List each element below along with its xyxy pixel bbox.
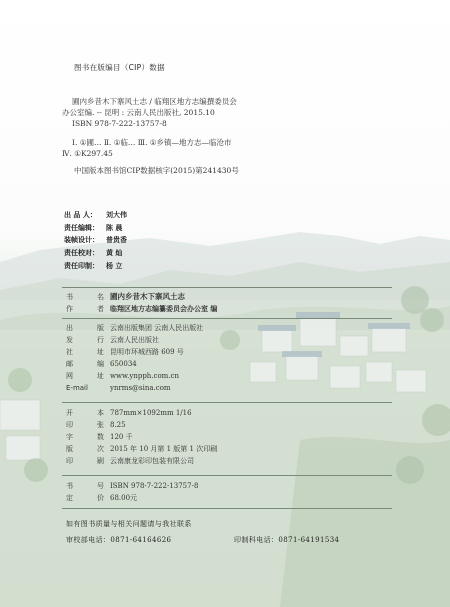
- isbn-price-block: [66, 480, 198, 504]
- quality-notice: 如有图书质量与相关问题请与我社联系: [66, 520, 192, 528]
- credit-label: 责任印制：: [64, 261, 99, 270]
- credit-label: 装帧设计：: [64, 236, 99, 245]
- info-value: 云南人民出版社: [110, 336, 159, 345]
- cip-subject-line: Ⅰ. ①圃… Ⅱ. ①临… Ⅲ. ①乡镇—地方志—临沧市: [72, 138, 232, 147]
- cip-record: [62, 96, 362, 159]
- info-value: www.ynpph.com.cn: [110, 372, 179, 381]
- credit-label: 责任编辑：: [64, 223, 99, 232]
- credit-value: 刘大伟: [106, 211, 127, 219]
- book-title: 圃内乡昔木下寨风土志: [110, 292, 185, 301]
- credit-value: 普贵香: [106, 236, 127, 245]
- info-row: [66, 431, 217, 443]
- info-row: [66, 322, 203, 334]
- info-value: 120 千: [110, 433, 133, 442]
- info-row: [66, 492, 198, 504]
- cip-subject-line: Ⅳ. ①K297.45: [62, 149, 113, 158]
- info-value: 2015 年 10 月第 1 版第 1 次印刷: [110, 445, 218, 454]
- author-value: 临翔区地方志编纂委员会办公室 编: [110, 305, 218, 314]
- cip-heading: 图书在版编目（CIP）数据: [74, 63, 165, 72]
- divider: [62, 508, 392, 509]
- info-label: 开本: [66, 409, 104, 417]
- credits-list: [64, 209, 127, 273]
- info-row: [66, 358, 203, 370]
- info-value: 云南出版集团 云南人民出版社: [110, 324, 204, 332]
- publisher-info-block: [66, 322, 203, 395]
- credit-label: 责任校对：: [64, 249, 99, 258]
- credit-value: 黄 灿: [106, 249, 123, 258]
- credit-value: 杨 立: [106, 261, 123, 270]
- credit-row: [64, 247, 127, 260]
- info-label: 出版: [66, 324, 104, 332]
- info-row: [66, 443, 217, 455]
- info-value: 787mm×1092mm 1/16: [110, 409, 192, 417]
- info-label: 邮编: [66, 360, 104, 369]
- cip-isbn: ISBN 978-7-222-13757-8: [72, 119, 167, 128]
- divider: [62, 402, 392, 403]
- price-value: 68.00元: [110, 494, 138, 503]
- info-row: [66, 455, 217, 467]
- print-info-block: [66, 407, 217, 467]
- info-label: 社址: [66, 348, 104, 357]
- editorial-phone: 审校部电话：0871-64164626: [66, 536, 172, 544]
- info-label: 版次: [66, 445, 104, 454]
- info-value: ynrms@sina.com: [110, 384, 171, 393]
- cip-number: 中国版本图书馆CIP数据核字(2015)第241430号: [74, 166, 239, 175]
- book-title-row: [66, 291, 217, 303]
- info-row: [66, 407, 217, 419]
- info-row: [66, 370, 203, 382]
- info-label: E-mail: [66, 384, 88, 393]
- credit-row: [64, 209, 127, 222]
- info-row: [66, 346, 203, 358]
- info-value: 8.25: [110, 421, 126, 430]
- author-label: 作者: [66, 305, 104, 314]
- cip-record-line: 圃内乡昔木下寨风土志 / 临翔区地方志编撰委员会: [72, 97, 237, 106]
- credit-row: [64, 234, 127, 247]
- info-label: 定价: [66, 494, 104, 503]
- author-row: [66, 303, 217, 315]
- info-value: 云南康龙彩印包装有限公司: [110, 457, 194, 466]
- info-value: 650034: [110, 360, 137, 369]
- info-value: 昆明市环城西路 609 号: [110, 348, 184, 357]
- info-label: 印刷: [66, 457, 104, 466]
- info-row: [66, 382, 203, 394]
- info-label: 书号: [66, 482, 104, 490]
- book-title-label: 书名: [66, 293, 104, 301]
- credit-label: 出 品 人：: [64, 211, 97, 219]
- info-label: 网址: [66, 372, 104, 381]
- info-row: [66, 480, 198, 492]
- cip-record-line: 办公室编. -- 昆明 : 云南人民出版社, 2015.10: [62, 108, 215, 117]
- title-author-block: [66, 291, 217, 315]
- divider: [62, 287, 392, 288]
- info-label: 发行: [66, 336, 104, 345]
- printing-phone: 印制科电话：0871-64191534: [234, 536, 340, 544]
- info-label: 字数: [66, 433, 104, 442]
- divider: [62, 318, 392, 319]
- isbn-value: ISBN 978-7-222-13757-8: [110, 482, 199, 490]
- credit-row: [64, 260, 127, 273]
- info-row: [66, 334, 203, 346]
- credit-row: [64, 222, 127, 235]
- divider: [62, 475, 392, 476]
- credit-value: 陈 晨: [106, 223, 123, 232]
- info-row: [66, 419, 217, 431]
- info-label: 印张: [66, 421, 104, 430]
